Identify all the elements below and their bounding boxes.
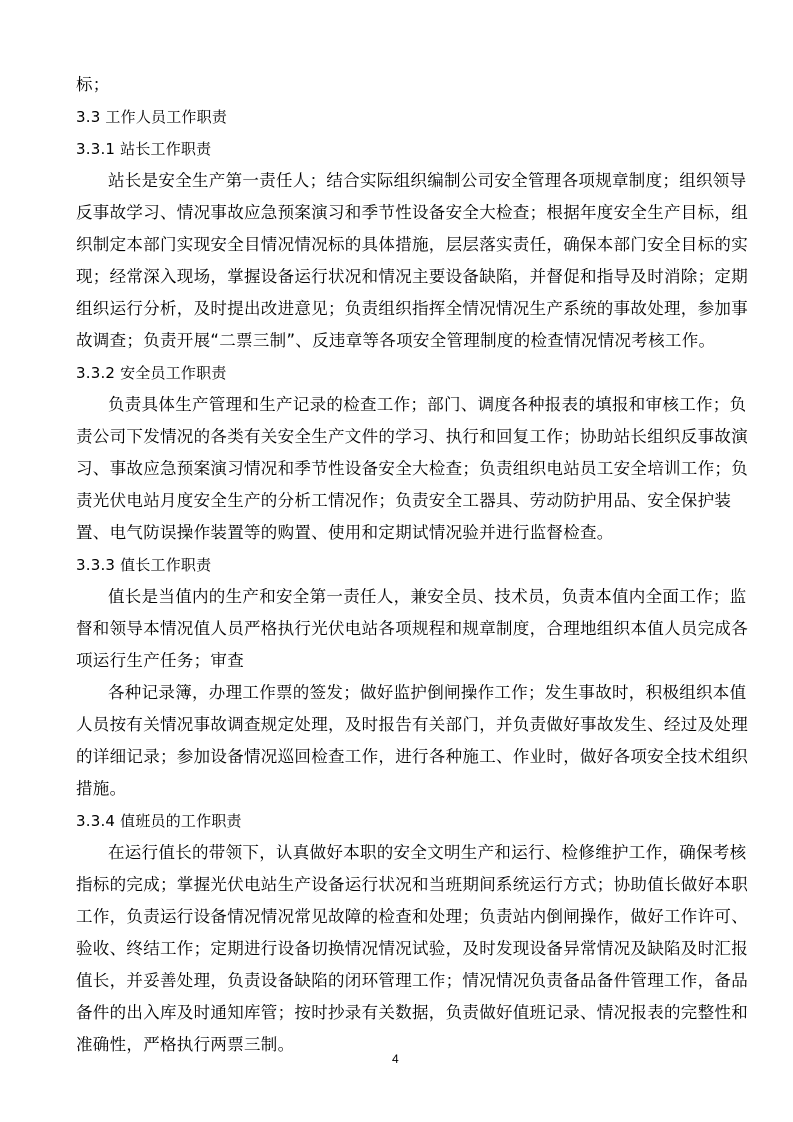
page-number: 4	[392, 1052, 399, 1066]
subsection-heading: 3.3.1 站长工作职责	[76, 140, 212, 158]
paragraph-line: 验收、终结工作；定期进行设备切换情况情况试验，及时发现设备异常情况及缺陷及时汇报	[76, 939, 748, 958]
paragraph-line: 站长是安全生产第一责任人；结合实际组织编制公司安全管理各项规章制度；组织领导	[108, 171, 747, 190]
paragraph-line: 各种记录簿，办理工作票的签发；做好监护倒闸操作工作；发生事故时，积极组织本值	[108, 683, 747, 702]
paragraph-line: 故调查；负责开展“二票三制”、反违章等各项安全管理制度的检查情况情况考核工作。	[76, 331, 716, 350]
paragraph-line: 置、电气防误操作装置等的购置、使用和定期试情况验并进行监督检查。	[76, 523, 614, 542]
paragraph-line: 值长是当值内的生产和安全第一责任人，兼安全员、技术员，负责本值内全面工作；监	[108, 587, 747, 606]
paragraph-line: 在运行值长的带领下，认真做好本职的安全文明生产和运行、检修维护工作，确保考核	[108, 843, 747, 862]
paragraph-line: 人员按有关情况事故调查规定处理，及时报告有关部门，并负责做好事故发生、经过及处理	[76, 715, 748, 734]
section-heading: 3.3 工作人员工作职责	[76, 108, 228, 126]
paragraph-line: 的详细记录；参加设备情况巡回检查工作，进行各种施工、作业时，做好各项安全技术组织	[76, 747, 748, 766]
paragraph-line: 组织运行分析，及时提出改进意见；负责组织指挥全情况情况生产系统的事故处理，参加事	[76, 299, 748, 318]
paragraph-line: 工作，负责运行设备情况情况常见故障的检查和处理；负责站内倒闸操作，做好工作许可、	[76, 907, 748, 926]
subsection-heading: 3.3.2 安全员工作职责	[76, 364, 227, 382]
subsection-heading: 3.3.4 值班员的工作职责	[76, 812, 242, 830]
paragraph-line: 指标的完成；掌握光伏电站生产设备运行状况和当班期间系统运行方式；协助值长做好本职	[76, 875, 748, 894]
paragraph-line: 督和领导本情况值人员严格执行光伏电站各项规程和规章制度，合理地组织本值人员完成各	[76, 619, 748, 638]
subsection-heading: 3.3.3 值长工作职责	[76, 556, 212, 574]
paragraph-line: 准确性，严格执行两票三制。	[76, 1035, 295, 1054]
paragraph-line: 织制定本部门实现安全目情况情况标的具体措施，层层落实责任，确保本部门安全目标的实	[76, 235, 748, 254]
paragraph-line: 习、事故应急预案演习情况和季节性设备安全大检查；负责组织电站员工安全培训工作；负	[76, 459, 748, 478]
paragraph-line: 项运行生产任务；审查	[76, 651, 244, 670]
paragraph-line: 责公司下发情况的各类有关安全生产文件的学习、执行和回复工作；协助站长组织反事故演	[76, 427, 748, 446]
paragraph-line: 值长，并妥善处理，负责设备缺陷的闭环管理工作；情况情况负责备品备件管理工作，备品	[76, 971, 748, 990]
paragraph-line: 措施。	[76, 779, 127, 798]
paragraph-line: 备件的出入库及时通知库管；按时抄录有关数据，负责做好值班记录、情况报表的完整性和	[76, 1003, 748, 1022]
text-line: 标；	[76, 75, 110, 94]
paragraph-line: 反事故学习、情况事故应急预案演习和季节性设备安全大检查；根据年度安全生产目标，组	[76, 203, 748, 222]
paragraph-line: 现；经常深入现场，掌握设备运行状况和情况主要设备缺陷，并督促和指导及时消除；定期	[76, 267, 748, 286]
paragraph-line: 责光伏电站月度安全生产的分析工情况作；负责安全工器具、劳动防护用品、安全保护装	[76, 491, 732, 510]
paragraph-line: 负责具体生产管理和生产记录的检查工作；部门、调度各种报表的填报和审核工作；负	[108, 395, 747, 414]
